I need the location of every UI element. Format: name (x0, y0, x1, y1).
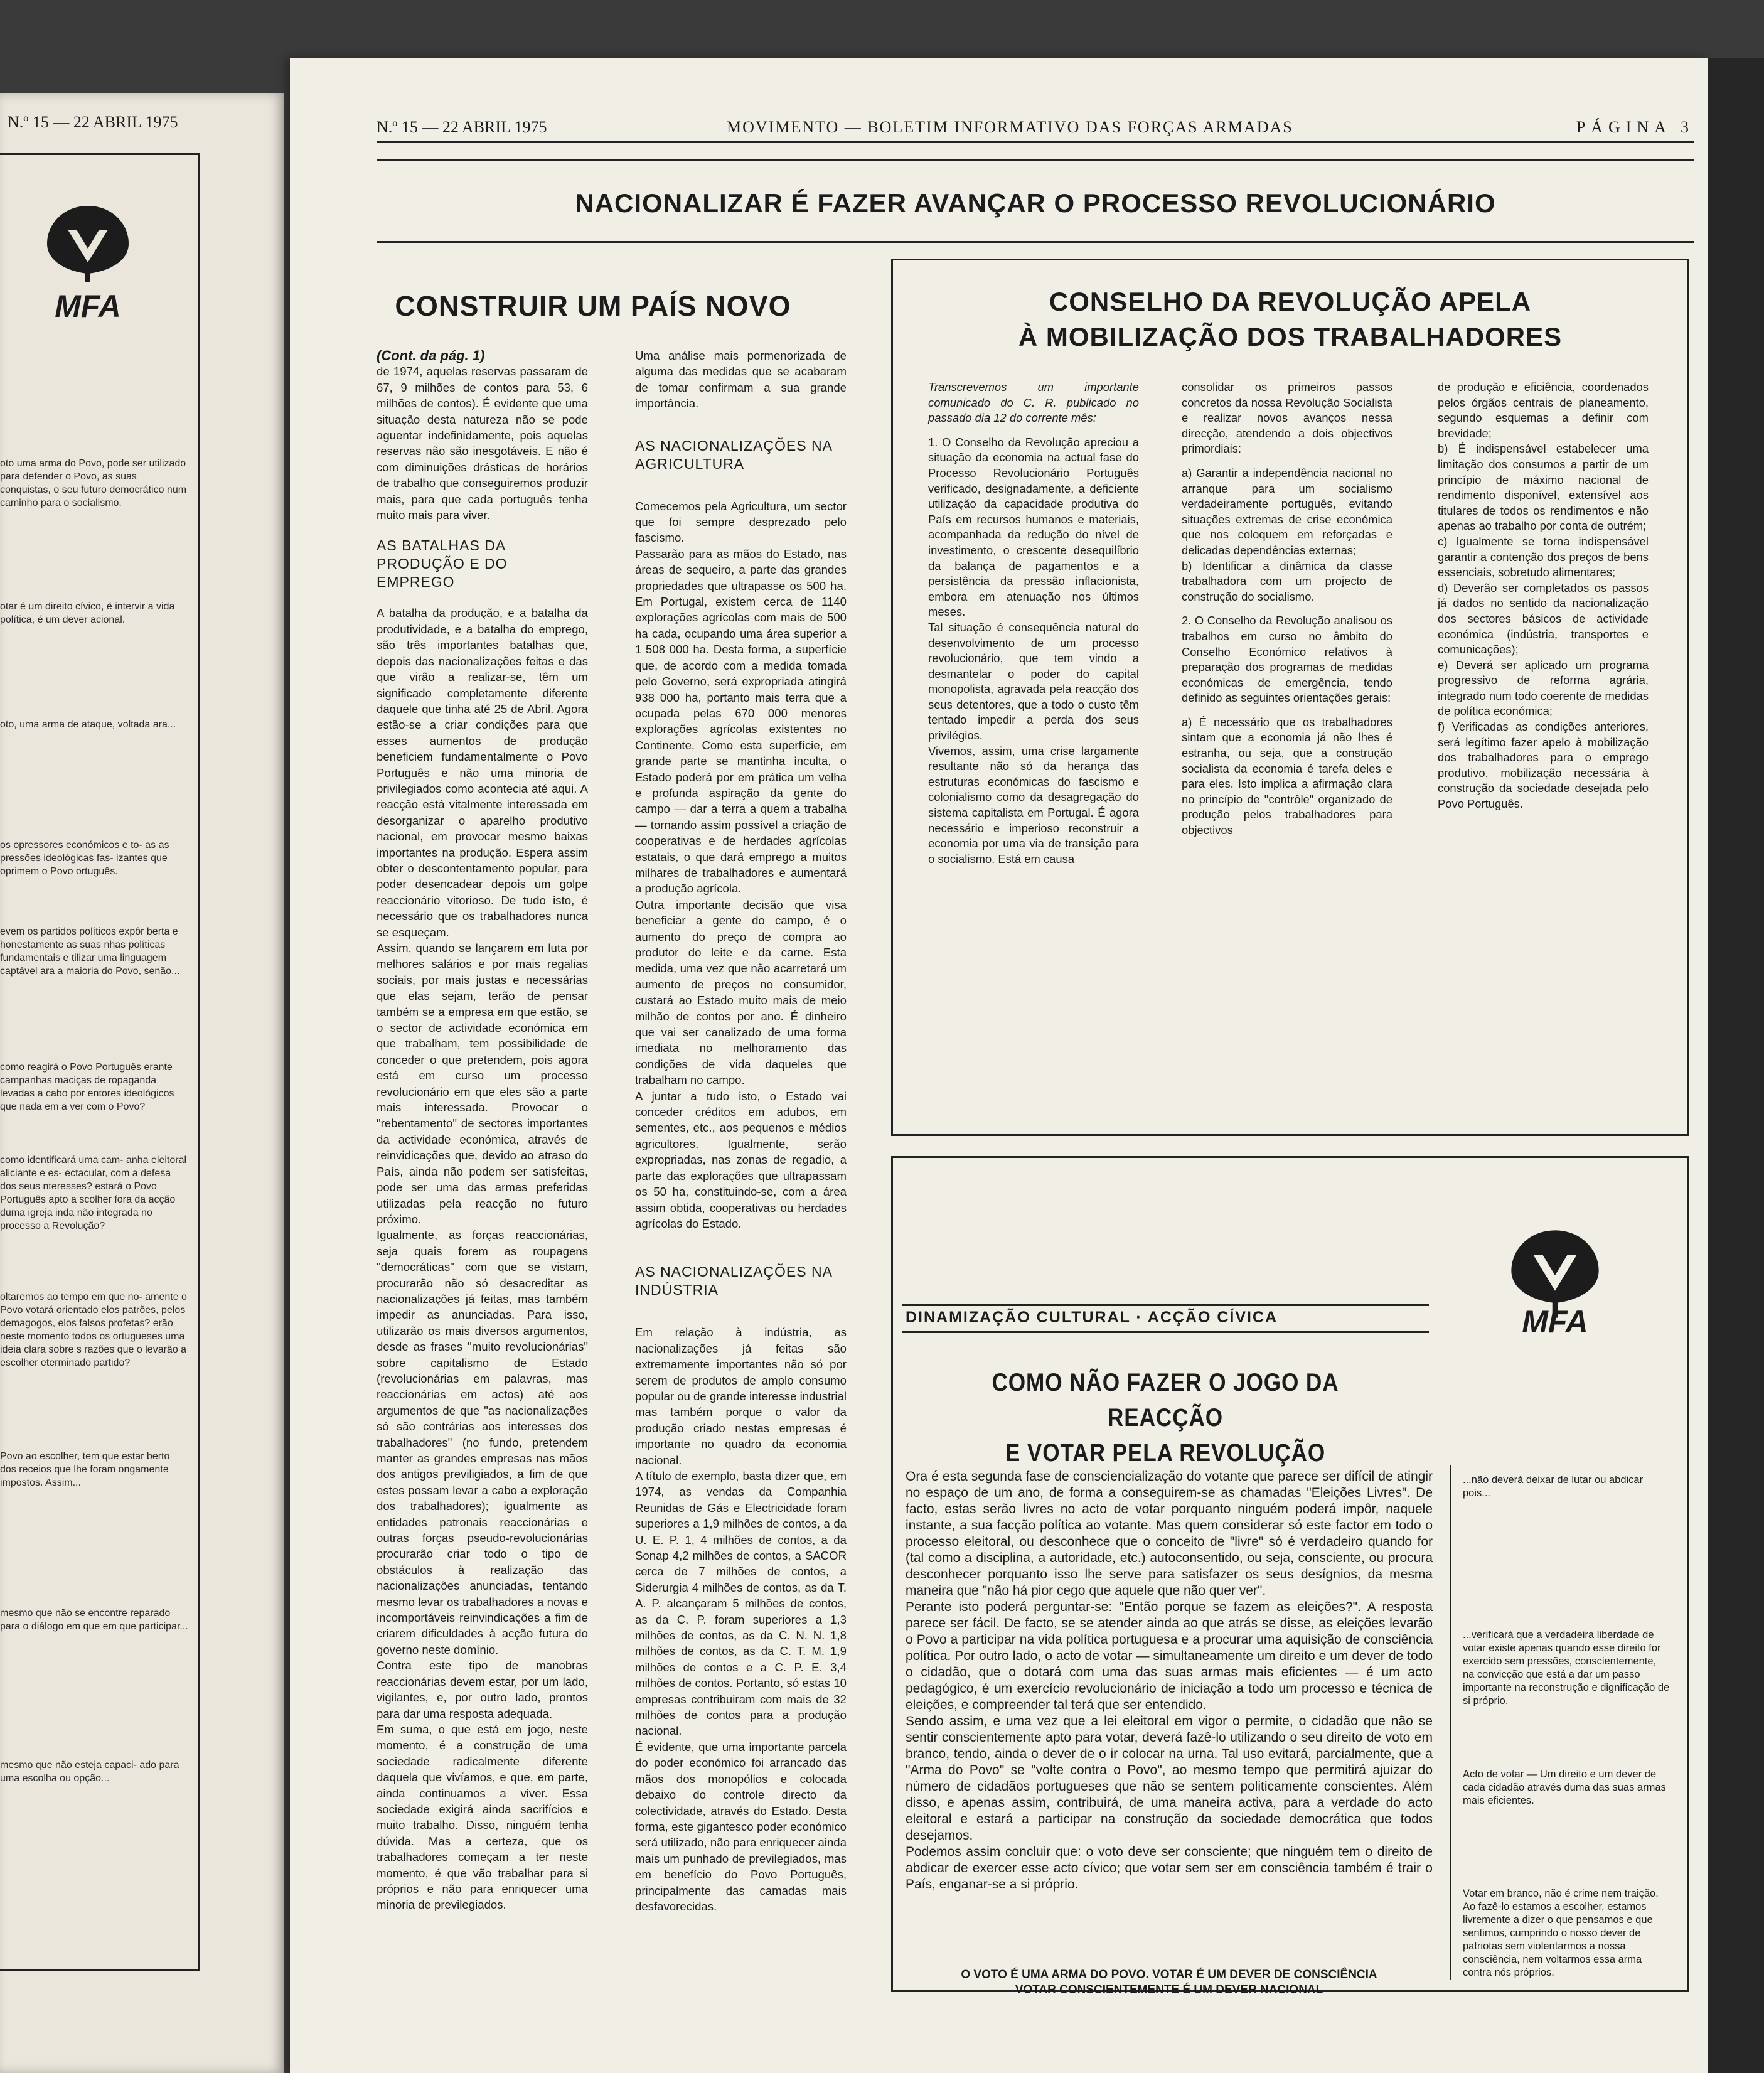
paragraph: Ora é esta segunda fase de consciencialização do votante que parece ser difícil de atingir no espaço de um ano, de forma a conseguirem-se as chamadas "Eleições Livres". De facto, estas serão livres no acto de votar porquanto ninguém poderá impôr, naquele instante, a sua facção política ao votante. Mas quem considerar só este factor em todo o processo eleitoral, ou desconhece que o conceito de "livre" só é verdadeiro quando for (tal como a disciplina, a autoridade, etc.) autoconsentido, ou seja, consciente, ou procura desconhecer porquanto isso lhe serve para satisfazer os seus desígnios, da mesma maneira que "não há pior cego que aquele que não quer ver". (906, 1469, 1433, 1598)
previous-page-snippet: como identificará uma cam- anha eleitoral aliciante e es- ectacular, com a defesa dos seus nteresses? estará o Povo Português apto a scolher fora da acção duma igreja inda não integrada no processo a Revolução? (0, 1155, 187, 1231)
mfa-logo-text: MFA (1522, 1304, 1588, 1339)
subheading: AS BATALHAS DA PRODUÇÃO E DO EMPREGO (377, 537, 508, 591)
dinamizacao-body (906, 1469, 1433, 1893)
paragraph: de 1974, aquelas reservas passaram de 67, 9 milhões de contos para 53, 6 milhões de contos). É evidente que uma situação desta natureza não se pode aguentar indefinidamente, pois aquelas reservas não são inesgotáveis. E não é com diminuições drásticas de horários de trabalho que conseguiremos produzir mais, para que cada português tenha muito mais para viver. (377, 365, 588, 522)
page-headline: NACIONALIZAR É FAZER AVANÇAR O PROCESSO REVOLUCIONÁRIO (575, 188, 1496, 218)
mfa-logo-icon (1508, 1227, 1602, 1340)
section-label: DINAMIZAÇÃO CULTURAL · ACÇÃO CÍVICA (906, 1309, 1278, 1326)
side-note: ...verificará que a verdadeira liberdade de votar existe apenas quando esse direito for exercido sem pressões, conscientemente, na convicção que está a dar um passo importante na reconstrução e dignificação de si próprio. (1463, 1629, 1670, 1706)
paragraph: É evidente, que uma importante parcela do poder económico foi arrancado das mãos dos monopólios e colocada debaixo do controle directo da colectividade, através do Estado. Desta forma, este gigantesco poder económico será utilizado, não para enriquecer ainda mais um punhado de previlegiados, mas em benefício do Povo Português, principalmente das camadas mais desfavorecidas. (635, 1740, 847, 1913)
section-rule (902, 1304, 1429, 1306)
paragraph: b) É indispensável estabelecer uma limitação dos consumos a partir de um princípio de máximo nacional de rendimento disponível, extensível aos titulares de todos os rendimentos e não apenas ao trabalho por conta de outrém; (1438, 442, 1649, 533)
paragraph: f) Verificadas as condições anteriores, será legítimo fazer apelo à mobilização dos trabalhadores para o emprego produtivo, mobilização necessária à construção da sociedade desejada pelo Povo Português. (1438, 720, 1649, 811)
dinamizacao-title-line: COMO NÃO FAZER O JOGO DA REACÇÃO (992, 1369, 1339, 1432)
paragraph: de produção e eficiência, coordenados pelos órgãos centrais de planeamento, segundo esquemas a definir com brevidade; (1438, 380, 1649, 440)
issue-date: N.º 15 — 22 ABRIL 1975 (377, 118, 547, 136)
mfa-logo-text: MFA (55, 289, 121, 324)
paragraph: c) Igualmente se torna indispensável garantir a contenção dos preços de bens essenciais, sobretudo alimentares; (1438, 534, 1649, 579)
previous-page-snippet: Povo ao escolher, tem que estar berto dos receios que lhe foram ongamente impostos. Assim... (0, 1451, 170, 1488)
previous-page-snippet: como reagirá o Povo Português erante campanhas maciças de ropaganda levadas a cabo por entores ideológicos que nada em a ver com o Povo? (0, 1062, 174, 1112)
headline-rule (377, 241, 1694, 243)
paragraph: Vivemos, assim, uma crise largamente resultante não só da herança das estruturas económicas do fascismo e colonialismo como da desagregação do sistema capitalista em Portugal. É agora necessário e imperioso reconstruir a economia por uma via de transição para o socialismo. Está em causa (928, 744, 1139, 865)
dinamizacao-title-line: E VOTAR PELA REVOLUÇÃO (1005, 1439, 1326, 1467)
paragraph: Em suma, o que está em jogo, neste momento, é a construção de uma sociedade radicalmente diferente daquela que vivíamos, e que, em parte, ainda continuamos a viver. Essa sociedade exigirá ainda sacrifícios e muito trabalho. Disso, ninguém tenha dúvida. Mas a certeza, que os trabalhadores começam a ter neste momento, é que vão trabalhar para si próprios e não para enriquecer uma minoria de previlegiados. (377, 1722, 588, 1912)
column-divider (1450, 1465, 1451, 1980)
paragraph: Perante isto poderá perguntar-se: "Então porque se fazem as eleições?". A resposta parece ser fácil. De facto, se se atender ainda ao que atrás se disse, as eleições levarão o Povo a participar na vida política portuguesa e a procurar uma aquisição de consciência política. Por outro lado, o acto de votar — simultaneamente um direito e um dever de todo o cidadão, que o dotará com uma das suas armas mais eficientes — é um acto pedagógico, é um exercício revolucionário de iniciação a todo um processo e técnica de eleições, e compreender tal terá que ser entendido. (906, 1600, 1433, 1712)
paragraph: Assim, quando se lançarem em luta por melhores salários e por mais regalias sociais, por mais justas e necessárias que elas sejam, terão de pensar também se a empresa em que estão, se o sector de actividade económica em que trabalham, tem possibilidade de conceder o que pretendem, pois agora está em curso um processo revolucionário em que eles são a parte mais interessada. Provocar o "rebentamento" de sectores importantes da actividade económica, através de reinvidicações que, devido ao atraso do País, ainda não podem ser satisfeitas, pode ser uma das armas preferidas utilizadas pela reacção no futuro próximo. (377, 941, 588, 1226)
previous-page-snippet: mesmo que não se encontre reparado para o diálogo em que em que participar... (0, 1608, 188, 1632)
side-note: ...não deverá deixar de lutar ou abdicar pois... (1463, 1474, 1644, 1499)
previous-page-snippet: evem os partidos políticos expôr berta e honestamente as suas nhas políticas fundamentais e tilizar uma linguagem captável ara a maioria do Povo, senão... (0, 926, 180, 977)
conselho-column-3 (1438, 380, 1649, 812)
conselho-intro: Transcrevemos um importante comunicado do C. R. publicado no passado dia 12 do corrente mês: (928, 380, 1139, 425)
article-column-1 (377, 348, 588, 1913)
paragraph: Passarão para as mãos do Estado, nas áreas de sequeiro, a parte das grandes propriedades que ultrapasse os 500 ha. Em Portugal, existem cerca de 1140 explorações agrícolas com mais de 500 ha cada, ocupando uma área superior a 1 508 000 ha. Desta forma, a superfície que, de acordo com a medida tomada pelo Governo, será expropriada atingirá 938 000 ha, portanto mais terra que a ocupada pelas 670 000 menores explorações agrícolas existentes no Continente. Como esta superfície, em grande parte se mantinha inculta, o Estado poderá por em prática um velha e profunda aspiração da gente do campo — dar a terra a quem a trabalha — tornando assim possível a criação de cooperativas e de herdades agrícolas estatais, o que dará emprego a muitos milhares de trabalhadores e aumentará a produção agrícola. (635, 547, 847, 896)
conselho-column-2 (1182, 380, 1392, 838)
page-header (377, 118, 1694, 139)
paragraph: a) É necessário que os trabalhadores sintam que a economia já não lhes é estranha, ou seja, que a construção socialista da economia é tarefa deles e para eles. Isto implica a afirmação clara no princípio de "contrôle" organizado de produção pelos trabalhadores para objectivos (1182, 715, 1392, 837)
paragraph: e) Deverá ser aplicado um programa progressivo de reforma agrária, integrado num todo coerente de medidas de política económica; (1438, 658, 1649, 718)
dinamizacao-box (891, 1156, 1689, 1996)
previous-page (0, 93, 284, 2073)
paragraph: A juntar a tudo isto, o Estado vai conceder créditos em adubos, em sementes, etc., aos pequenos e médios agricultores. Igualmente, serão expropriadas, nas zonas de regadio, a parte das explorações que ultrapassam os 50 ha, constituindo-se, com a área assim obtida, cooperativas ou herdades agrícolas do Estado. (635, 1089, 847, 1230)
publication-name: MOVIMENTO — BOLETIM INFORMATIVO DAS FORÇAS ARMADAS (727, 118, 1293, 136)
header-rule (377, 159, 1694, 161)
paragraph: Tal situação é consequência natural do desenvolvimento de um processo revolucionário, que tem vindo a desmantelar o poder do capital monopolista, agravada pela reacção dos seus detentores, que a todo o custo têm tentado impedir a perda dos seus privilégios. (928, 620, 1139, 742)
paragraph: Em relação à indústria, as nacionalizações já feitas são extremamente importantes não só por serem de produtos de amplo consumo popular ou de grande interesse industrial mas também porque o valor da produção criado nestas empresas é importante no quadro da economia nacional. (635, 1326, 847, 1467)
page-edge-shadow (1708, 58, 1764, 2073)
side-note: Acto de votar — Um direito e um dever de cada cidadão através duma das suas armas mais eficientes. (1463, 1769, 1666, 1806)
previous-page-snippet: otar é um direito cívico, é intervir a vida política, é um dever acional. (0, 601, 175, 625)
conselho-title (893, 284, 1687, 355)
paragraph: A título de exemplo, basta dizer que, em 1974, as vendas da Companhia Reunidas de Gás e Electricidade foram superiores a 1,9 milhões de contos, a da U. E. P. 1, 4 milhões de contos, a da Sonap 4,2 milhões de contos, a SACOR cerca de 7 milhões de contos, a Siderurgia 4 milhões de contos, as da T. A. P. alcançaram 5 milhões de contos, as da C. P. foram superiores a 1,3 milhões de contos, as da C. N. N. 1,8 milhões de contos, as da C. T. M. 1,9 milhões de contos e a C. P. E. 3,4 milhões de contos. Portanto, só estas 10 empresas contribuiram com mais de 32 milhões de contos para a produção nacional. (635, 1469, 847, 1738)
continuation-note: (Cont. da pág. 1) (377, 348, 485, 363)
closing-slogan-line: VOTAR CONSCIENTEMENTE É UM DEVER NACIONAL (1015, 1983, 1323, 1996)
paragraph: d) Deverão ser completados os passos já dados no sentido da nacionalização dos sectores básicos de actividade económica (indústria, transportes e comunicações); (1438, 581, 1649, 656)
paragraph: Comecemos pela Agricultura, um sector que foi sempre desprezado pelo fascismo. (635, 499, 847, 545)
dinamizacao-title (933, 1365, 1397, 1470)
mfa-logo-icon (44, 200, 132, 324)
section-rule (902, 1331, 1429, 1333)
article-column-2 (635, 348, 847, 1914)
article-title: CONSTRUIR UM PAÍS NOVO (395, 290, 791, 322)
previous-page-snippet: os opressores económicos e to- as as pressões ideológicas fas- izantes que oprimem o Povo ortuguês. (0, 840, 169, 877)
paragraph: b) Identificar a dinâmica da classe trabalhadora com um projecto de construção do socialismo. (1182, 559, 1392, 603)
paragraph: Outra importante decisão que visa beneficiar a gente do campo, é o aumento do preço de compra ao produtor do leite e da carne. Esta medida, uma vez que não acarretará um aumento de preços no consumidor, custará ao Estado muito mais de meio milhão de contos por ano. É dinheiro que vai ser canalizado de uma forma imediata no melhoramento das condições de vida daqueles que trabalham no campo. (635, 897, 847, 1087)
conselho-title-line: CONSELHO DA REVOLUÇÃO APELA (1049, 287, 1532, 316)
newspaper-page (290, 58, 1708, 2073)
previous-page-snippet: oto uma arma do Povo, pode ser utilizado para defender o Povo, as suas conquistas, o seu futuro democrático num caminho para o socialismo. (0, 458, 187, 508)
paragraph: 2. O Conselho da Revolução analisou os trabalhos em curso no âmbito do Conselho Económico relativos à preparação dos programas de medidas económicas de emergência, tendo definido as seguintes orientações gerais: (1182, 614, 1392, 705)
paragraph: consolidar os primeiros passos concretos da nossa Revolução Socialista e realizar novos avanços nessa direcção, atendendo a dois objectivos primordiais: (1182, 380, 1392, 456)
previous-page-snippet: oltaremos ao tempo em que no- amente o Povo votará orientado elos patrões, pelos demagogos, elos falsos profetas? erão neste momento todos os ortugueses uma ideia clara sobre s razões que o levarão a escolher eterminado partido? (0, 1292, 187, 1368)
paragraph: Sendo assim, e uma vez que a lei eleitoral em vigor o permite, o cidadão que não se sentir conscientemente apto para votar, deverá fazê-lo utilizando o seu direito de voto em branco, tendo, ainda o dever de o ir colocar na urna. Tal uso evitará, parcialmente, que a "Arma do Povo" se "volte contra o Povo", ao mesmo tempo que permitirá ajuizar do número de cidadãos portugueses que não se sentem politicamente conscientes. Além disso, e apenas assim, contribuirá, de uma maneira activa, para a verdade do acto eleitoral e estará a participar na construção da sociedade democrática que todos desejamos. (906, 1714, 1433, 1843)
header-rule (377, 141, 1694, 143)
conselho-title-line: À MOBILIZAÇÃO DOS TRABALHADORES (1018, 322, 1563, 351)
conselho-box (891, 259, 1689, 1136)
paragraph: A batalha da produção, e a batalha da produtividade, e a batalha do emprego, são três importantes batalhas que, depois das nacionalizações feitas e das que virão a realizar-se, têm um significado completamente diferente daquele que tinha até 25 de Abril. Agora estão-se a criar condições para que esses aumentos de produção beneficiem fundamentalmente o Povo Português e não uma minoria de privilegiados como acontecia até aqui. A reacção está vitalmente interessada em desorganizar o aparelho produtivo nacional, em provocar mesmo baixas importantes na produção. Espera assim obter o descontentamento popular, para poder desencadear depois um golpe reaccionário vitorioso. De tudo isto, é necessário que os trabalhadores nunca se esqueçam. (377, 606, 588, 939)
page-number: PÁGINA 3 (1576, 118, 1694, 136)
conselho-column-1 (928, 380, 1139, 867)
paragraph: Uma análise mais pormenorizada de alguma das medidas que se acabaram de tomar confirmam a sua grande importância. (635, 349, 847, 410)
closing-slogan (906, 1968, 1433, 1998)
paragraph: 1. O Conselho da Revolução apreciou a situação da economia na actual fase do Processo Revolucionário Português verificado, designadamente, a deficiente utilização da capacidade produtiva do País em recursos humanos e materiais, acompanhada da redução do nível de investimento, o crescente desequilíbrio da balança de pagamentos e a persistência da pressão inflacionista, embora em atenuação nos últimos meses. (928, 435, 1139, 619)
previous-page-snippet: mesmo que não esteja capaci- ado para uma escolha ou opção... (0, 1760, 179, 1784)
subheading: AS NACIONALIZAÇÕES NA AGRICULTURA (635, 437, 832, 472)
paragraph: a) Garantir a independência nacional no arranque para um socialismo verdadeiramente português, evitando situações extremas de crise económica que nos coloquem em reforçadas e delicadas dependências externas; (1182, 466, 1392, 557)
paragraph: Podemos assim concluir que: o voto deve ser consciente; que ninguém tem o direito de abdicar de exercer esse acto cívico; que votar sem ser em consciência também é trair o País, enganar-se a si próprio. (906, 1845, 1433, 1892)
paragraph: Contra este tipo de manobras reaccionárias devem estar, por um lado, vigilantes, e, por outro lado, prontos para dar uma resposta adequada. (377, 1659, 588, 1720)
previous-page-header: N.º 15 — 22 ABRIL 1975 (8, 113, 178, 131)
paragraph: Igualmente, as forças reaccionárias, seja quais forem as roupagens "democráticas" com que se vistam, procurarão não só desacreditar as nacionalizações já feitas, mas também impedir as anunciadas. Para isso, utilizarão os mais diversos argumentos, desde as frases "muito revolucionárias" sobre capitalismo de Estado (revolucionárias em palavras, mas reaccionárias em actos) até aos argumentos de que "as nacionalizações só são contrárias aos interesses dos trabalhadores" (no fundo, pretendem manter as grandes empresas nas mãos dos antigos previligiados, a fim de que estes possam levar a cabo a exploração dos trabalhadores); igualmente as entidades patronais reaccionárias e outras forças pseudo-revolucionárias procurarão criar todo o tipo de obstáculos à realização das nacionalizações anunciadas, tentando mesmo levar os trabalhadores a novas e incomportáveis reinvindicações a fim de criarem dificuldades à acção futura do governo neste domínio. (377, 1228, 588, 1656)
side-note: Votar em branco, não é crime nem traição. Ao fazê-lo estamos a escolher, estamos livremente a dizer o que pensamos e que sentimos, cumprindo o nosso dever de patriotas sem violentarmos a nossa consciência, nem voltarmos essa arma contra nós próprios. (1463, 1888, 1659, 1978)
previous-page-snippet: oto, uma arma de ataque, voltada ara... (0, 719, 176, 730)
subheading: AS NACIONALIZAÇÕES NA INDÚSTRIA (635, 1263, 832, 1299)
closing-slogan-line: O VOTO É UMA ARMA DO POVO. VOTAR É UM DEVER DE CONSCIÊNCIA (961, 1968, 1377, 1981)
